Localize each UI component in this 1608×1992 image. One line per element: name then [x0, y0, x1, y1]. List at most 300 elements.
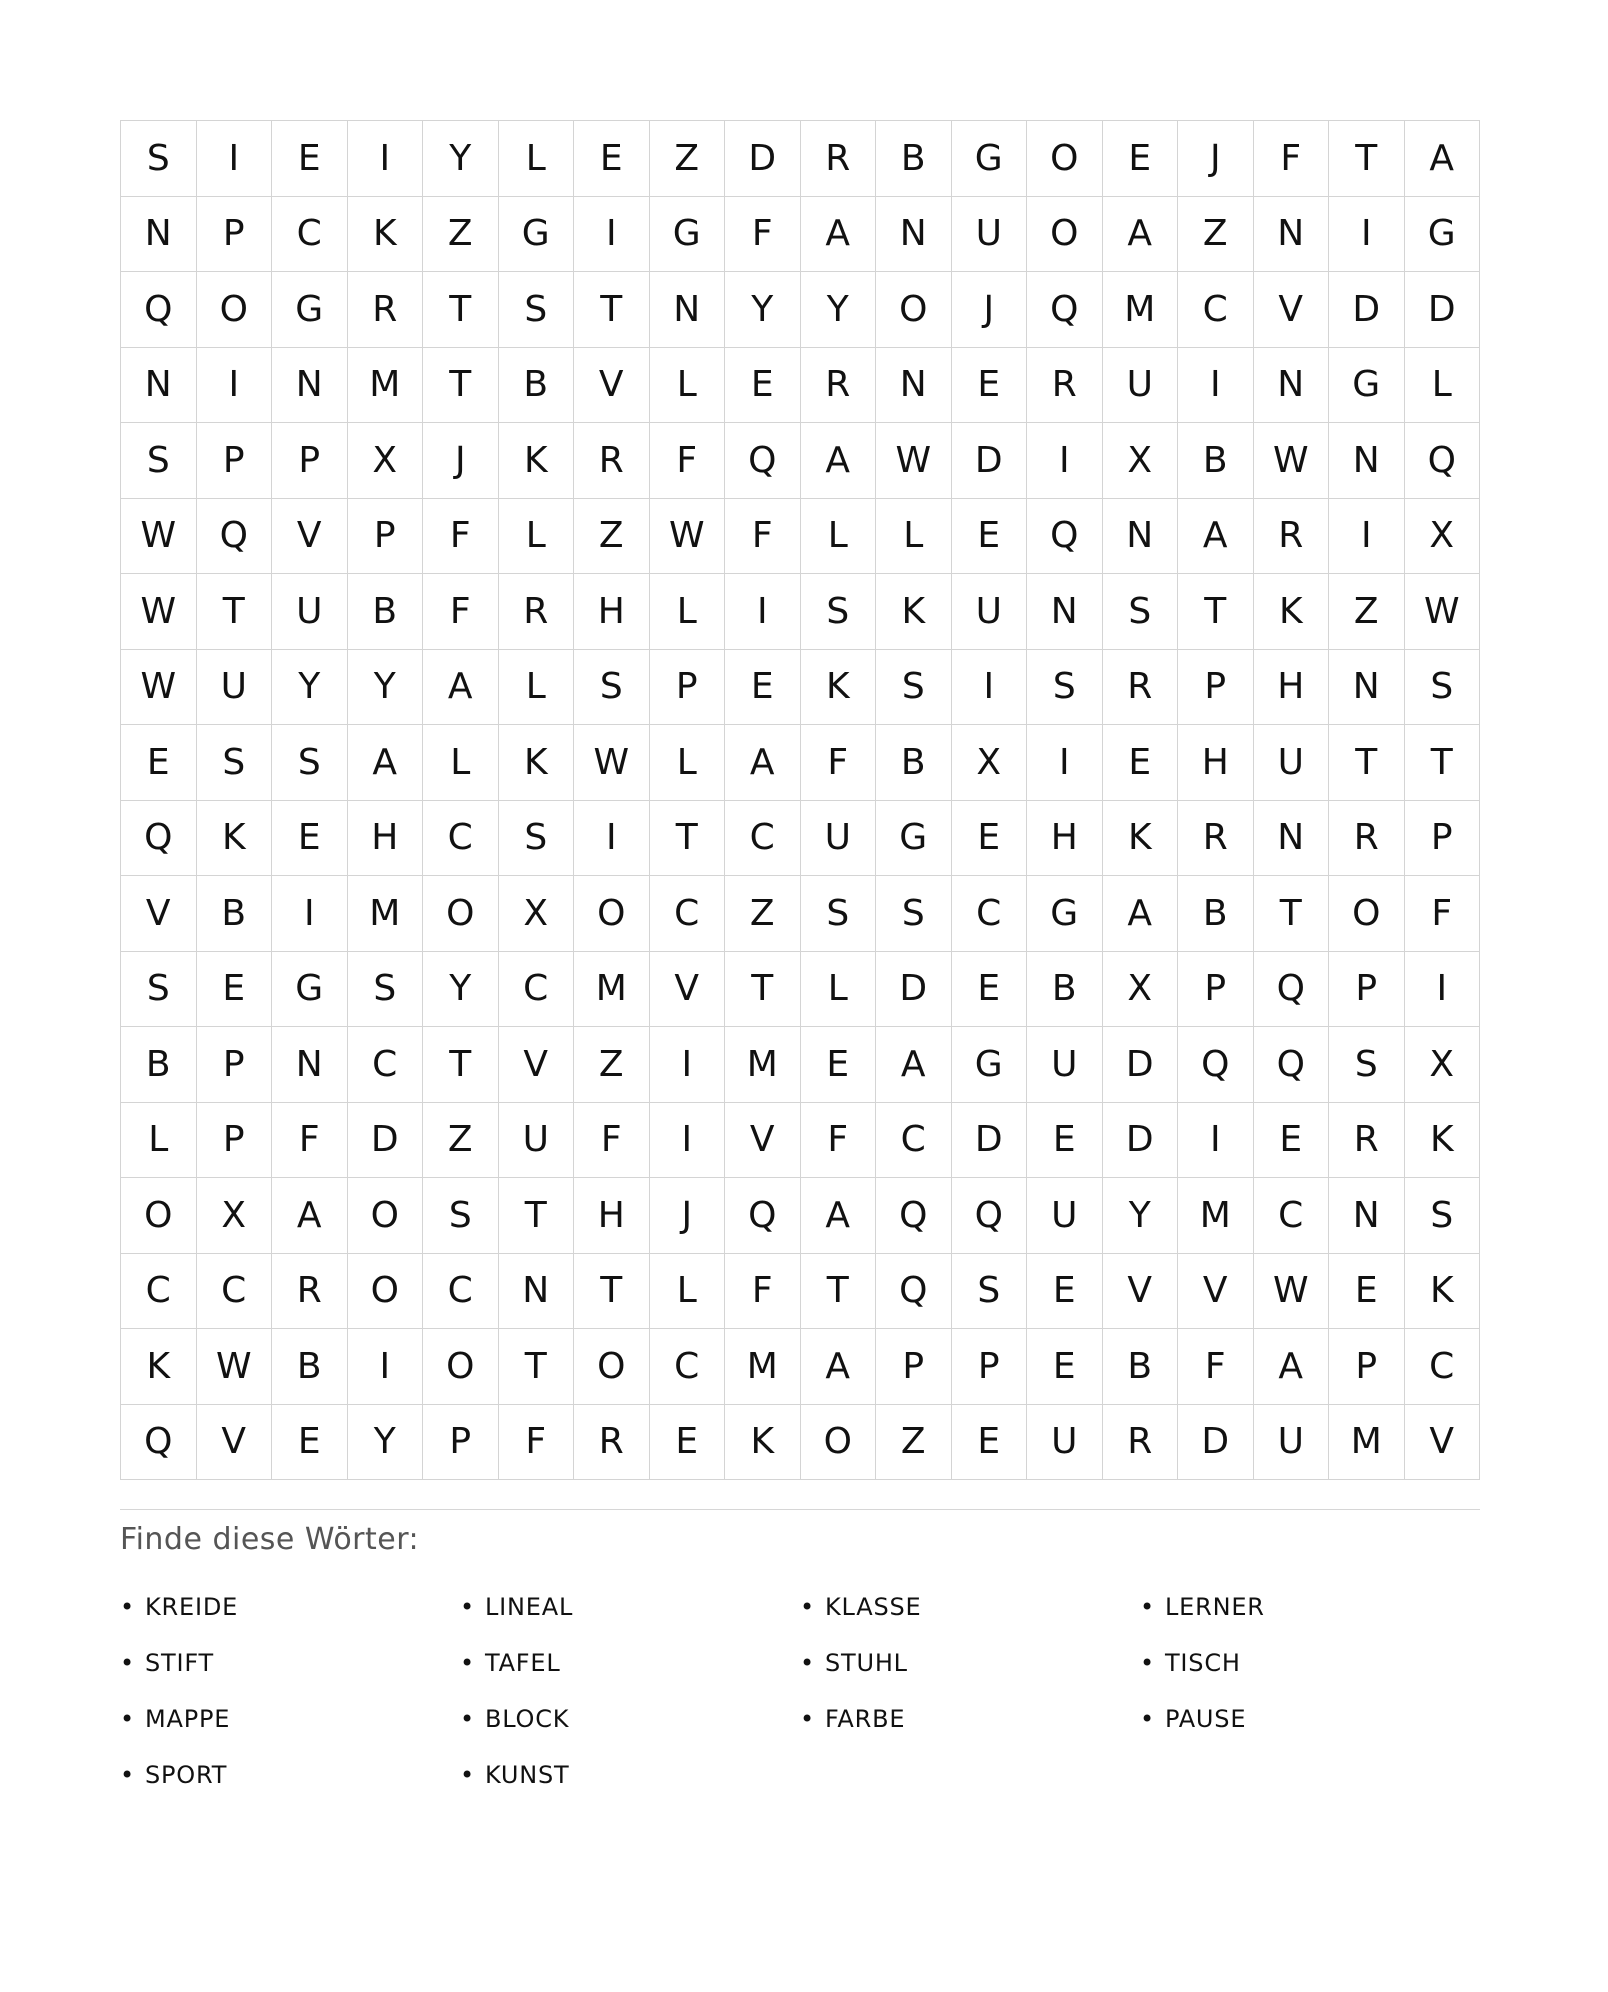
- grid-cell[interactable]: F: [1178, 1329, 1254, 1405]
- grid-cell[interactable]: C: [952, 876, 1028, 952]
- grid-cell[interactable]: S: [121, 423, 197, 499]
- grid-cell[interactable]: P: [1329, 952, 1405, 1028]
- grid-cell[interactable]: U: [1254, 1405, 1330, 1481]
- grid-cell[interactable]: O: [1027, 121, 1103, 197]
- grid-cell[interactable]: D: [1329, 272, 1405, 348]
- grid-cell[interactable]: E: [272, 801, 348, 877]
- grid-cell[interactable]: T: [574, 1254, 650, 1330]
- grid-cell[interactable]: Y: [348, 650, 424, 726]
- grid-cell[interactable]: E: [1103, 725, 1179, 801]
- grid-cell[interactable]: P: [197, 197, 273, 273]
- grid-cell[interactable]: I: [1329, 499, 1405, 575]
- grid-cell[interactable]: M: [348, 876, 424, 952]
- grid-cell[interactable]: M: [1103, 272, 1179, 348]
- grid-cell[interactable]: O: [1329, 876, 1405, 952]
- grid-cell[interactable]: I: [348, 1329, 424, 1405]
- grid-cell[interactable]: A: [1254, 1329, 1330, 1405]
- grid-cell[interactable]: B: [876, 725, 952, 801]
- grid-cell[interactable]: L: [650, 725, 726, 801]
- grid-cell[interactable]: W: [1405, 574, 1481, 650]
- grid-cell[interactable]: P: [1178, 952, 1254, 1028]
- grid-cell[interactable]: Y: [725, 272, 801, 348]
- grid-cell[interactable]: G: [272, 952, 348, 1028]
- grid-cell[interactable]: N: [650, 272, 726, 348]
- grid-cell[interactable]: C: [1405, 1329, 1481, 1405]
- grid-cell[interactable]: N: [272, 348, 348, 424]
- grid-cell[interactable]: H: [1027, 801, 1103, 877]
- grid-cell[interactable]: W: [121, 499, 197, 575]
- grid-cell[interactable]: F: [499, 1405, 575, 1481]
- grid-cell[interactable]: E: [1027, 1103, 1103, 1179]
- grid-cell[interactable]: N: [1103, 499, 1179, 575]
- grid-cell[interactable]: D: [725, 121, 801, 197]
- grid-cell[interactable]: D: [876, 952, 952, 1028]
- grid-cell[interactable]: U: [1103, 348, 1179, 424]
- grid-cell[interactable]: I: [272, 876, 348, 952]
- grid-cell[interactable]: F: [1254, 121, 1330, 197]
- grid-cell[interactable]: U: [1254, 725, 1330, 801]
- grid-cell[interactable]: W: [121, 574, 197, 650]
- grid-cell[interactable]: K: [876, 574, 952, 650]
- grid-cell[interactable]: D: [952, 423, 1028, 499]
- grid-cell[interactable]: Y: [1103, 1178, 1179, 1254]
- grid-cell[interactable]: T: [499, 1178, 575, 1254]
- grid-cell[interactable]: F: [574, 1103, 650, 1179]
- grid-cell[interactable]: S: [272, 725, 348, 801]
- grid-cell[interactable]: U: [1027, 1178, 1103, 1254]
- grid-cell[interactable]: Z: [1329, 574, 1405, 650]
- grid-cell[interactable]: I: [650, 1103, 726, 1179]
- grid-cell[interactable]: H: [574, 574, 650, 650]
- grid-cell[interactable]: T: [423, 272, 499, 348]
- grid-cell[interactable]: V: [1103, 1254, 1179, 1330]
- grid-cell[interactable]: I: [1027, 725, 1103, 801]
- grid-cell[interactable]: T: [197, 574, 273, 650]
- grid-cell[interactable]: L: [499, 499, 575, 575]
- grid-cell[interactable]: U: [197, 650, 273, 726]
- grid-cell[interactable]: P: [197, 423, 273, 499]
- grid-cell[interactable]: J: [650, 1178, 726, 1254]
- grid-cell[interactable]: T: [423, 348, 499, 424]
- grid-cell[interactable]: Y: [801, 272, 877, 348]
- grid-cell[interactable]: L: [499, 121, 575, 197]
- grid-cell[interactable]: E: [121, 725, 197, 801]
- grid-cell[interactable]: P: [1405, 801, 1481, 877]
- grid-cell[interactable]: K: [725, 1405, 801, 1481]
- grid-cell[interactable]: I: [197, 348, 273, 424]
- grid-cell[interactable]: F: [801, 1103, 877, 1179]
- grid-cell[interactable]: V: [499, 1027, 575, 1103]
- grid-cell[interactable]: X: [348, 423, 424, 499]
- grid-cell[interactable]: Z: [574, 499, 650, 575]
- grid-cell[interactable]: C: [499, 952, 575, 1028]
- grid-cell[interactable]: K: [1405, 1254, 1481, 1330]
- grid-cell[interactable]: P: [272, 423, 348, 499]
- grid-cell[interactable]: H: [348, 801, 424, 877]
- grid-cell[interactable]: L: [499, 650, 575, 726]
- grid-cell[interactable]: E: [952, 801, 1028, 877]
- grid-cell[interactable]: A: [801, 1329, 877, 1405]
- grid-cell[interactable]: S: [121, 121, 197, 197]
- grid-cell[interactable]: T: [1329, 725, 1405, 801]
- grid-cell[interactable]: R: [1178, 801, 1254, 877]
- grid-cell[interactable]: S: [801, 574, 877, 650]
- grid-cell[interactable]: Q: [725, 423, 801, 499]
- grid-cell[interactable]: C: [423, 1254, 499, 1330]
- grid-cell[interactable]: I: [650, 1027, 726, 1103]
- grid-cell[interactable]: S: [1405, 650, 1481, 726]
- grid-cell[interactable]: P: [1329, 1329, 1405, 1405]
- grid-cell[interactable]: L: [650, 1254, 726, 1330]
- grid-cell[interactable]: I: [574, 197, 650, 273]
- grid-cell[interactable]: S: [801, 876, 877, 952]
- grid-cell[interactable]: I: [1405, 952, 1481, 1028]
- grid-cell[interactable]: E: [1027, 1254, 1103, 1330]
- grid-cell[interactable]: F: [423, 499, 499, 575]
- grid-cell[interactable]: C: [348, 1027, 424, 1103]
- grid-cell[interactable]: A: [801, 423, 877, 499]
- grid-cell[interactable]: B: [272, 1329, 348, 1405]
- grid-cell[interactable]: E: [725, 348, 801, 424]
- grid-cell[interactable]: N: [121, 197, 197, 273]
- grid-cell[interactable]: S: [121, 952, 197, 1028]
- grid-cell[interactable]: E: [952, 348, 1028, 424]
- grid-cell[interactable]: R: [1103, 1405, 1179, 1481]
- grid-cell[interactable]: W: [121, 650, 197, 726]
- grid-cell[interactable]: I: [1178, 1103, 1254, 1179]
- grid-cell[interactable]: N: [1329, 1178, 1405, 1254]
- grid-cell[interactable]: O: [574, 876, 650, 952]
- grid-cell[interactable]: F: [650, 423, 726, 499]
- grid-cell[interactable]: B: [121, 1027, 197, 1103]
- grid-cell[interactable]: W: [574, 725, 650, 801]
- grid-cell[interactable]: R: [801, 348, 877, 424]
- grid-cell[interactable]: L: [423, 725, 499, 801]
- grid-cell[interactable]: N: [499, 1254, 575, 1330]
- grid-cell[interactable]: C: [197, 1254, 273, 1330]
- grid-cell[interactable]: V: [725, 1103, 801, 1179]
- grid-cell[interactable]: N: [1254, 348, 1330, 424]
- grid-cell[interactable]: U: [499, 1103, 575, 1179]
- grid-cell[interactable]: C: [650, 1329, 726, 1405]
- grid-cell[interactable]: A: [725, 725, 801, 801]
- grid-cell[interactable]: I: [1178, 348, 1254, 424]
- grid-cell[interactable]: U: [1027, 1405, 1103, 1481]
- grid-cell[interactable]: D: [1178, 1405, 1254, 1481]
- grid-cell[interactable]: Q: [121, 272, 197, 348]
- grid-cell[interactable]: G: [499, 197, 575, 273]
- grid-cell[interactable]: R: [1329, 1103, 1405, 1179]
- grid-cell[interactable]: X: [1405, 499, 1481, 575]
- grid-cell[interactable]: Z: [876, 1405, 952, 1481]
- grid-cell[interactable]: F: [725, 499, 801, 575]
- grid-cell[interactable]: E: [1254, 1103, 1330, 1179]
- grid-cell[interactable]: M: [1329, 1405, 1405, 1481]
- grid-cell[interactable]: G: [952, 121, 1028, 197]
- grid-cell[interactable]: Q: [725, 1178, 801, 1254]
- grid-cell[interactable]: H: [574, 1178, 650, 1254]
- grid-cell[interactable]: T: [423, 1027, 499, 1103]
- grid-cell[interactable]: C: [1254, 1178, 1330, 1254]
- grid-cell[interactable]: V: [121, 876, 197, 952]
- grid-cell[interactable]: U: [952, 574, 1028, 650]
- grid-cell[interactable]: E: [801, 1027, 877, 1103]
- grid-cell[interactable]: N: [876, 348, 952, 424]
- grid-cell[interactable]: I: [1027, 423, 1103, 499]
- grid-cell[interactable]: S: [197, 725, 273, 801]
- grid-cell[interactable]: A: [423, 650, 499, 726]
- grid-cell[interactable]: V: [1405, 1405, 1481, 1481]
- grid-cell[interactable]: F: [272, 1103, 348, 1179]
- grid-cell[interactable]: B: [348, 574, 424, 650]
- grid-cell[interactable]: L: [801, 952, 877, 1028]
- grid-cell[interactable]: R: [574, 423, 650, 499]
- grid-cell[interactable]: K: [348, 197, 424, 273]
- grid-cell[interactable]: J: [952, 272, 1028, 348]
- grid-cell[interactable]: O: [574, 1329, 650, 1405]
- grid-cell[interactable]: F: [725, 1254, 801, 1330]
- grid-cell[interactable]: E: [952, 499, 1028, 575]
- grid-cell[interactable]: Q: [121, 801, 197, 877]
- grid-cell[interactable]: G: [1329, 348, 1405, 424]
- grid-cell[interactable]: L: [801, 499, 877, 575]
- grid-cell[interactable]: O: [876, 272, 952, 348]
- grid-cell[interactable]: N: [272, 1027, 348, 1103]
- grid-cell[interactable]: F: [423, 574, 499, 650]
- grid-cell[interactable]: U: [801, 801, 877, 877]
- grid-cell[interactable]: Q: [952, 1178, 1028, 1254]
- grid-cell[interactable]: P: [952, 1329, 1028, 1405]
- grid-cell[interactable]: S: [952, 1254, 1028, 1330]
- grid-cell[interactable]: S: [876, 650, 952, 726]
- grid-cell[interactable]: E: [574, 121, 650, 197]
- grid-cell[interactable]: V: [574, 348, 650, 424]
- grid-cell[interactable]: F: [801, 725, 877, 801]
- grid-cell[interactable]: G: [952, 1027, 1028, 1103]
- grid-cell[interactable]: O: [1027, 197, 1103, 273]
- grid-cell[interactable]: A: [348, 725, 424, 801]
- grid-cell[interactable]: O: [348, 1254, 424, 1330]
- grid-cell[interactable]: R: [1254, 499, 1330, 575]
- grid-cell[interactable]: K: [499, 725, 575, 801]
- grid-cell[interactable]: O: [197, 272, 273, 348]
- grid-cell[interactable]: N: [1329, 650, 1405, 726]
- grid-cell[interactable]: Y: [423, 952, 499, 1028]
- grid-cell[interactable]: B: [1178, 876, 1254, 952]
- grid-cell[interactable]: W: [197, 1329, 273, 1405]
- grid-cell[interactable]: L: [1405, 348, 1481, 424]
- grid-cell[interactable]: R: [574, 1405, 650, 1481]
- grid-cell[interactable]: Q: [1027, 272, 1103, 348]
- grid-cell[interactable]: B: [1103, 1329, 1179, 1405]
- grid-cell[interactable]: X: [1103, 952, 1179, 1028]
- grid-cell[interactable]: T: [1329, 121, 1405, 197]
- grid-cell[interactable]: S: [574, 650, 650, 726]
- grid-cell[interactable]: Z: [725, 876, 801, 952]
- grid-cell[interactable]: Q: [876, 1178, 952, 1254]
- grid-cell[interactable]: E: [650, 1405, 726, 1481]
- grid-cell[interactable]: R: [499, 574, 575, 650]
- grid-cell[interactable]: R: [1027, 348, 1103, 424]
- grid-cell[interactable]: B: [1178, 423, 1254, 499]
- grid-cell[interactable]: O: [121, 1178, 197, 1254]
- grid-cell[interactable]: D: [348, 1103, 424, 1179]
- grid-cell[interactable]: K: [801, 650, 877, 726]
- grid-cell[interactable]: V: [272, 499, 348, 575]
- grid-cell[interactable]: P: [650, 650, 726, 726]
- grid-cell[interactable]: B: [1027, 952, 1103, 1028]
- grid-cell[interactable]: C: [423, 801, 499, 877]
- grid-cell[interactable]: B: [876, 121, 952, 197]
- grid-cell[interactable]: L: [876, 499, 952, 575]
- grid-cell[interactable]: K: [1405, 1103, 1481, 1179]
- grid-cell[interactable]: Z: [574, 1027, 650, 1103]
- grid-cell[interactable]: Q: [876, 1254, 952, 1330]
- grid-cell[interactable]: U: [1027, 1027, 1103, 1103]
- grid-cell[interactable]: S: [423, 1178, 499, 1254]
- grid-cell[interactable]: X: [1103, 423, 1179, 499]
- grid-cell[interactable]: T: [1254, 876, 1330, 952]
- grid-cell[interactable]: Q: [121, 1405, 197, 1481]
- grid-cell[interactable]: E: [272, 1405, 348, 1481]
- grid-cell[interactable]: I: [725, 574, 801, 650]
- grid-cell[interactable]: N: [1254, 801, 1330, 877]
- grid-cell[interactable]: P: [423, 1405, 499, 1481]
- grid-cell[interactable]: A: [1178, 499, 1254, 575]
- grid-cell[interactable]: V: [650, 952, 726, 1028]
- grid-cell[interactable]: X: [197, 1178, 273, 1254]
- grid-cell[interactable]: Z: [423, 197, 499, 273]
- grid-cell[interactable]: E: [1103, 121, 1179, 197]
- grid-cell[interactable]: R: [801, 121, 877, 197]
- grid-cell[interactable]: N: [1329, 423, 1405, 499]
- grid-cell[interactable]: I: [1329, 197, 1405, 273]
- grid-cell[interactable]: S: [1103, 574, 1179, 650]
- grid-cell[interactable]: H: [1254, 650, 1330, 726]
- grid-cell[interactable]: D: [1103, 1103, 1179, 1179]
- grid-cell[interactable]: Z: [1178, 197, 1254, 273]
- grid-cell[interactable]: I: [197, 121, 273, 197]
- grid-cell[interactable]: X: [952, 725, 1028, 801]
- grid-cell[interactable]: A: [801, 1178, 877, 1254]
- grid-cell[interactable]: L: [121, 1103, 197, 1179]
- grid-cell[interactable]: T: [650, 801, 726, 877]
- grid-cell[interactable]: C: [272, 197, 348, 273]
- grid-cell[interactable]: N: [121, 348, 197, 424]
- grid-cell[interactable]: O: [423, 1329, 499, 1405]
- grid-cell[interactable]: L: [650, 574, 726, 650]
- grid-cell[interactable]: T: [801, 1254, 877, 1330]
- grid-cell[interactable]: X: [1405, 1027, 1481, 1103]
- grid-cell[interactable]: O: [423, 876, 499, 952]
- grid-cell[interactable]: G: [876, 801, 952, 877]
- grid-cell[interactable]: R: [272, 1254, 348, 1330]
- grid-cell[interactable]: Q: [1027, 499, 1103, 575]
- grid-cell[interactable]: I: [952, 650, 1028, 726]
- grid-cell[interactable]: T: [574, 272, 650, 348]
- grid-cell[interactable]: Q: [197, 499, 273, 575]
- grid-cell[interactable]: T: [1405, 725, 1481, 801]
- grid-cell[interactable]: H: [1178, 725, 1254, 801]
- grid-cell[interactable]: R: [348, 272, 424, 348]
- grid-cell[interactable]: B: [197, 876, 273, 952]
- grid-cell[interactable]: A: [1103, 876, 1179, 952]
- grid-cell[interactable]: K: [499, 423, 575, 499]
- grid-cell[interactable]: J: [1178, 121, 1254, 197]
- grid-cell[interactable]: W: [1254, 1254, 1330, 1330]
- grid-cell[interactable]: A: [801, 197, 877, 273]
- grid-cell[interactable]: Q: [1254, 952, 1330, 1028]
- grid-cell[interactable]: E: [272, 121, 348, 197]
- grid-cell[interactable]: A: [876, 1027, 952, 1103]
- grid-cell[interactable]: Q: [1178, 1027, 1254, 1103]
- grid-cell[interactable]: W: [1254, 423, 1330, 499]
- grid-cell[interactable]: W: [876, 423, 952, 499]
- grid-cell[interactable]: G: [650, 197, 726, 273]
- grid-cell[interactable]: C: [725, 801, 801, 877]
- grid-cell[interactable]: V: [1178, 1254, 1254, 1330]
- grid-cell[interactable]: K: [1254, 574, 1330, 650]
- grid-cell[interactable]: T: [1178, 574, 1254, 650]
- grid-cell[interactable]: P: [348, 499, 424, 575]
- grid-cell[interactable]: G: [272, 272, 348, 348]
- grid-cell[interactable]: F: [1405, 876, 1481, 952]
- grid-cell[interactable]: Z: [423, 1103, 499, 1179]
- grid-cell[interactable]: N: [1254, 197, 1330, 273]
- grid-cell[interactable]: J: [423, 423, 499, 499]
- grid-cell[interactable]: S: [1329, 1027, 1405, 1103]
- grid-cell[interactable]: A: [1103, 197, 1179, 273]
- grid-cell[interactable]: C: [650, 876, 726, 952]
- grid-cell[interactable]: M: [348, 348, 424, 424]
- grid-cell[interactable]: I: [348, 121, 424, 197]
- grid-cell[interactable]: I: [574, 801, 650, 877]
- grid-cell[interactable]: M: [725, 1329, 801, 1405]
- grid-cell[interactable]: T: [725, 952, 801, 1028]
- grid-cell[interactable]: W: [650, 499, 726, 575]
- grid-cell[interactable]: P: [197, 1103, 273, 1179]
- grid-cell[interactable]: M: [1178, 1178, 1254, 1254]
- grid-cell[interactable]: S: [876, 876, 952, 952]
- grid-cell[interactable]: U: [952, 197, 1028, 273]
- grid-cell[interactable]: S: [348, 952, 424, 1028]
- grid-cell[interactable]: F: [725, 197, 801, 273]
- grid-cell[interactable]: Y: [348, 1405, 424, 1481]
- grid-cell[interactable]: E: [1329, 1254, 1405, 1330]
- grid-cell[interactable]: Y: [423, 121, 499, 197]
- grid-cell[interactable]: R: [1103, 650, 1179, 726]
- grid-cell[interactable]: S: [1027, 650, 1103, 726]
- grid-cell[interactable]: U: [272, 574, 348, 650]
- grid-cell[interactable]: M: [574, 952, 650, 1028]
- grid-cell[interactable]: K: [121, 1329, 197, 1405]
- grid-cell[interactable]: C: [1178, 272, 1254, 348]
- grid-cell[interactable]: B: [499, 348, 575, 424]
- grid-cell[interactable]: V: [197, 1405, 273, 1481]
- grid-cell[interactable]: C: [876, 1103, 952, 1179]
- grid-cell[interactable]: D: [1103, 1027, 1179, 1103]
- grid-cell[interactable]: N: [1027, 574, 1103, 650]
- grid-cell[interactable]: E: [952, 952, 1028, 1028]
- grid-cell[interactable]: S: [499, 272, 575, 348]
- grid-cell[interactable]: E: [952, 1405, 1028, 1481]
- grid-cell[interactable]: O: [348, 1178, 424, 1254]
- grid-cell[interactable]: M: [725, 1027, 801, 1103]
- grid-cell[interactable]: Z: [650, 121, 726, 197]
- grid-cell[interactable]: A: [272, 1178, 348, 1254]
- grid-cell[interactable]: E: [725, 650, 801, 726]
- grid-cell[interactable]: S: [1405, 1178, 1481, 1254]
